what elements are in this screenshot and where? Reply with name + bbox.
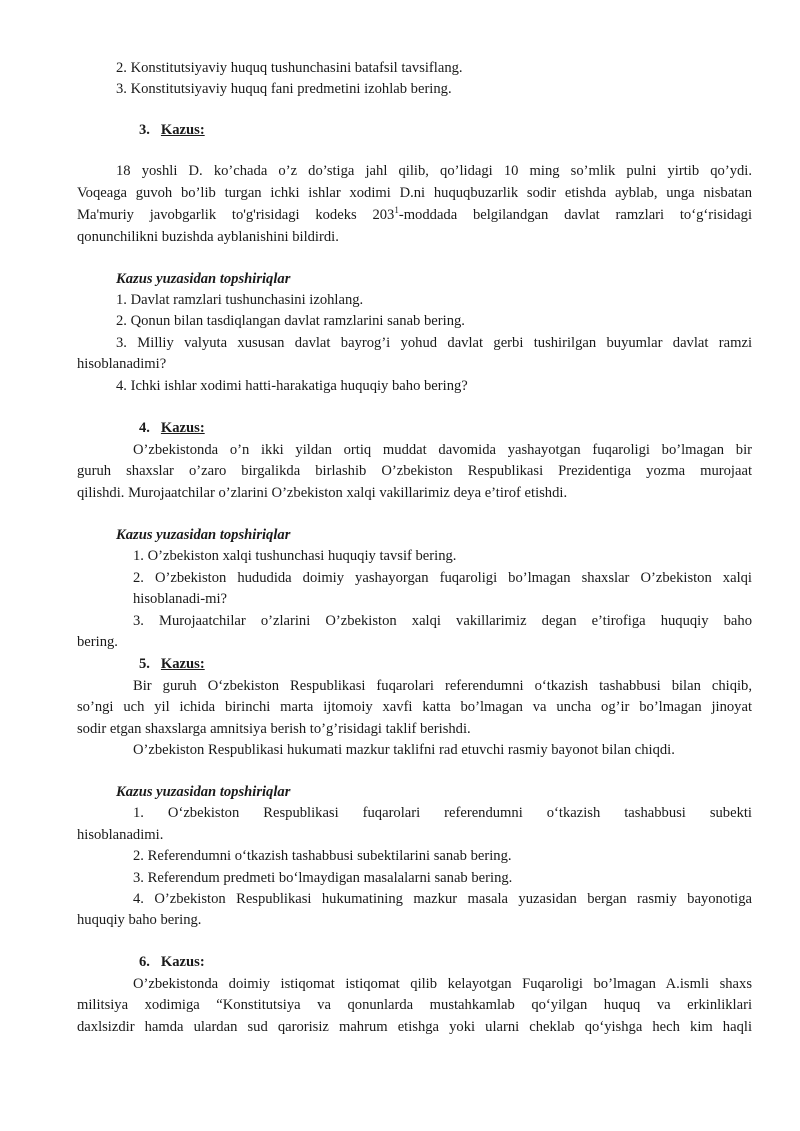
kazus-3-task-1: 1. Davlat ramzlari tushunchasini izohlang. bbox=[116, 292, 364, 308]
kazus-3-task-4: 4. Ichki ishlar xodimi hatti-harakatiga huquqiy baho bering? bbox=[116, 378, 468, 394]
kazus-4-title: Kazus: bbox=[160, 420, 205, 436]
kazus-6-line-2: militsiya xodimiga “Konstitutsiya va qonunlarda mustahkamlab qo‘yilgan huquq va erkinliklari bbox=[77, 997, 752, 1013]
kazus-5-task-4: 4. O’zbekiston Respublikasi hukumatining mazkur masala yuzasidan bergan rasmiy bayonotiga bbox=[133, 891, 752, 907]
kazus-5-line-2: so’ngi uch yil ichida birinchi marta ijtomoiy xavfi katta bo’lmagan va uncha og’ir bo’lmagan jinoyat bbox=[77, 699, 752, 715]
kazus-3-task-2: 2. Qonun bilan tasdiqlangan davlat ramzlarini sanab bering. bbox=[116, 313, 465, 329]
kazus-3-heading bbox=[139, 120, 205, 141]
kazus-5-number: 5. bbox=[139, 656, 150, 672]
kazus-6-title: Kazus: bbox=[160, 954, 205, 970]
kazus-6-line-1: O’zbekistonda doimiy istiqomat istiqomat qilib kelayotgan Fuqaroligi bo’lmagan A.ismli shaxs bbox=[133, 976, 752, 992]
kazus-4-line-1: O’zbekistonda o’n ikki yildan ortiq muddat davomida yashayotgan fuqaroligi bo’lmagan bir bbox=[133, 442, 752, 458]
kazus-5-title: Kazus: bbox=[160, 656, 205, 672]
kazus-5-task-2: 2. Referendumni o‘tkazish tashabbusi subektilarini sanab bering. bbox=[133, 848, 512, 864]
kazus-3-tasks-title: Kazus yuzasidan topshiriqlar bbox=[116, 271, 291, 287]
kazus-4-line-3: qilishdi. Murojaatchilar o’zlarini O’zbekiston xalqi vakillarimiz deya e’tirof etishdi. bbox=[77, 485, 568, 501]
kazus-5-line-4: O’zbekiston Respublikasi hukumati mazkur taklifni rad etuvchi rasmiy bayonot bilan chiqdi. bbox=[133, 742, 675, 758]
kazus-4-task-1: 1. O’zbekiston xalqi tushunchasi huquqiy tavsif bering. bbox=[133, 548, 457, 564]
kazus-3-line-1: 18 yoshli D. ko’chada o’z do’stiga jahl qilib, qo’lidagi 10 ming so’mlik pulni yirtib qo’ydi. bbox=[116, 163, 752, 179]
kazus-5-tasks-title: Kazus yuzasidan topshiriqlar bbox=[116, 784, 291, 800]
kazus-4-tasks-title: Kazus yuzasidan topshiriqlar bbox=[116, 527, 291, 543]
kazus-3-line-3-b: -moddada belgilandgan davlat ramzlari to‘g‘risidagi bbox=[398, 207, 752, 223]
kazus-4-task-2-cont: hisoblanadi-mi? bbox=[133, 591, 228, 607]
kazus-4-task-2: 2. O’zbekiston hududida doimiy yashayorgan fuqaroligi bo’lmagan shaxslar O’zbekiston xalqi bbox=[133, 570, 752, 586]
kazus-4-task-3-cont: bering. bbox=[77, 634, 118, 650]
kazus-3-title: Kazus: bbox=[160, 122, 205, 138]
kazus-5-task-4-cont: huquqiy baho bering. bbox=[77, 912, 202, 928]
kazus-5-task-1: 1. O‘zbekiston Respublikasi fuqarolari referendumni o‘tkazish tashabbusi subekti bbox=[133, 805, 752, 821]
prev-question-3: 3. Konstitutsiyaviy huquq fani predmetini izohlab bering. bbox=[116, 81, 452, 97]
kazus-5-task-1-cont: hisoblanadimi. bbox=[77, 827, 164, 843]
kazus-5-heading bbox=[139, 654, 205, 675]
prev-question-2: 2. Konstitutsiyaviy huquq tushunchasini batafsil tavsiflang. bbox=[116, 60, 463, 76]
kazus-5-task-3: 3. Referendum predmeti bo‘lmaydigan masalalarni sanab bering. bbox=[133, 870, 513, 886]
kazus-3-superscript: 1 bbox=[394, 205, 399, 216]
kazus-3-line-4: qonunchilikni buzishda ayblanishini bildirdi. bbox=[77, 229, 339, 245]
kazus-3-line-2: Voqeaga guvoh bo’lib turgan ichki ishlar xodimi D.ni huquqbuzarlik sodir etishda ayblab, unga nisbatan bbox=[77, 185, 752, 201]
kazus-6-line-3: daxlsizdir hamda ulardan sud qarorisiz mahrum etishga yoki ularni cheklab qo‘yishga hech kim haqli bbox=[77, 1019, 752, 1035]
kazus-5-line-1: Bir guruh O‘zbekiston Respublikasi fuqarolari referendumni o‘tkazish tashabbusi bilan chiqib, bbox=[133, 678, 752, 694]
kazus-6-heading bbox=[139, 952, 205, 973]
kazus-4-task-3: 3. Murojaatchilar o’zlarini O’zbekiston xalqi vakillarimiz degan e’tirofiga huquqiy baho bbox=[133, 613, 752, 629]
kazus-3-line-3 bbox=[77, 205, 752, 226]
kazus-3-number: 3. bbox=[139, 122, 150, 138]
kazus-6-number: 6. bbox=[139, 954, 150, 970]
kazus-5-line-3: sodir etgan shaxslarga amnitsiya berish to’g’risidagi taklif berishdi. bbox=[77, 721, 471, 737]
kazus-3-task-3: 3. Milliy valyuta xususan davlat bayrog’i yohud davlat gerbi tushirilgan buyumlar davlat ramzi bbox=[116, 335, 752, 351]
kazus-4-heading bbox=[139, 418, 205, 439]
kazus-3-line-3-a: Ma'muriy javobgarlik to'g'risidagi kodeks 203 bbox=[77, 207, 395, 223]
kazus-4-number: 4. bbox=[139, 420, 150, 436]
kazus-3-task-3-cont: hisoblanadimi? bbox=[77, 356, 167, 372]
kazus-4-line-2: guruh shaxslar o’zaro birgalikda birlashib O’zbekiston Respublikasi Prezidentiga yozma murojaat bbox=[77, 463, 752, 479]
